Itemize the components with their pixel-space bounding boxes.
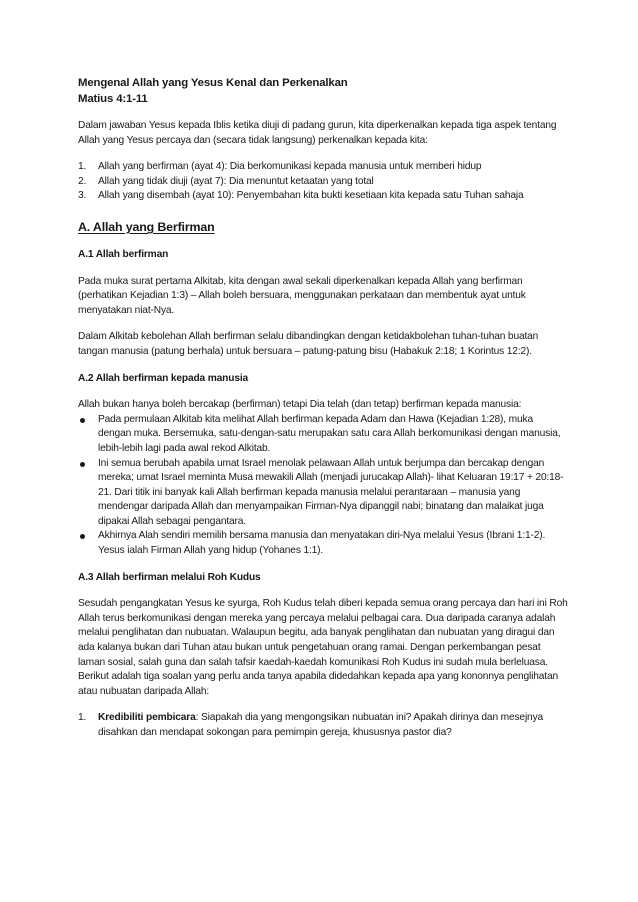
- list-number: 1.: [78, 712, 87, 724]
- document-title: Mengenal Allah yang Yesus Kenal dan Perkenalkan: [78, 77, 348, 89]
- list-item-text: Allah yang disembah (ayat 10): Penyembahan kita bukti kesetiaan kita kepada satu Tuhan sahaja: [98, 190, 524, 202]
- list-item-text: Allah yang tidak diuji (ayat 7): Dia menuntut ketaatan yang total: [98, 175, 374, 187]
- document-scripture-reference: Matius 4:1-11: [78, 93, 148, 105]
- list-item: [78, 529, 568, 558]
- list-item: [78, 457, 568, 530]
- subheading-a3: A.3 Allah berfirman melalui Roh Kudus: [78, 571, 261, 583]
- list-item: [78, 711, 568, 740]
- bullet-icon: [80, 418, 85, 423]
- subheading-a2: A.2 Allah berfirman kepada manusia: [78, 372, 249, 384]
- subheading-a1: A.1 Allah berfirman: [78, 248, 169, 260]
- paragraph: Pada muka surat pertama Alkitab, kita dengan awal sekali diperkenalkan kepada Allah yang berfirman (perhatikan Kejadian 1:3) – Allah boleh bersuara, menggunakan perkataan dan membentuk ayat untuk menyatakan niat-Nya.: [78, 275, 526, 316]
- aspects-list: [78, 160, 568, 204]
- list-number: 1.: [78, 161, 87, 173]
- paragraph: Dalam Alkitab kebolehan Allah berfirman selalu dibandingkan dengan ketidakbolehan tuhan-tuhan buatan tangan manusia (patung berhala) untuk bersuara – patung-patung bisu (Habakuk 2:18; 1 Korintus 12:2).: [78, 331, 539, 357]
- list-item: [78, 413, 568, 457]
- questions-list: [78, 711, 568, 740]
- list-number: 3.: [78, 190, 87, 202]
- bullet-icon: [80, 534, 85, 539]
- bullet-icon: [80, 462, 85, 467]
- intro-paragraph: Dalam jawaban Yesus kepada Iblis ketika diuji di padang gurun, kita diperkenalkan kepada tiga aspek tentang Allah yang Yesus percaya dan (secara tidak langsung) perkenalkan kepada kita:: [78, 120, 557, 146]
- list-item-text: Ini semua berubah apabila umat Israel menolak pelawaan Allah untuk berjumpa dan bercakap dengan mereka; umat Israel meminta Musa mewakili Allah (menjadi jurucakap Allah)- lihat Keluaran 19:17 + 20:18-21. Dari titik ini banyak kali Allah berfirman kepada manusia melalui perantaraan – manusia yang mendengar daripada Allah dan menyampaikan Firman-Nya dipanggil nabi; binatang dan malaikat juga dipakai Allah sebagai pengantara.: [98, 457, 564, 527]
- paragraph: Sesudah pengangkatan Yesus ke syurga, Roh Kudus telah diberi kepada semua orang percaya dan hari ini Roh Allah terus berkomunikasi dengan mereka yang percaya melalui pelbagai cara. Dua daripada caranya adalah melalui penglihatan dan nubuatan. Walaupun begitu, ada banyak penglihatan dan nubuatan yang diragui dan ada kalanya bukan dari Tuhan atau bukan untuk pengetahuan orang ramai. Dengan perkembangan pesat laman sosial, salah guna dan salah tafsir kaedah-kaedah komunikasi Roh Kudus ini sudah mula berleluasa. Berikut adalah tiga soalan yang perlu anda tanya apabila didedahkan kepada apa yang kononnya penglihatan atau nubuatan daripada Allah:: [78, 598, 568, 697]
- question-label: Kredibiliti pembicara: [98, 712, 196, 724]
- list-item: [78, 175, 568, 190]
- list-item-text: Pada permulaan Alkitab kita melihat Allah berfirman kepada Adam dan Hawa (Kejadian 1:28), muka dengan muka. Bersemuka, satu-dengan-satu merupakan satu cara Allah berkomunikasi dengan manusia, lebih-lebih lagi pada awal rekod Alkitab.: [98, 413, 561, 454]
- list-item-text: Akhirnya Alah sendiri memilih bersama manusia dan menyatakan diri-Nya melalui Yesus (Ibrani 1:1-2). Yesus ialah Firman Allah yang hidup (Yohanes 1:1).: [98, 530, 546, 557]
- question-text: : Siapakah dia yang mengongsikan nubuatan ini? Apakah dirinya dan mesejnya disahkan dan mendapat sokongan para pemimpin gereja, khususnya pastor dia?: [98, 712, 544, 738]
- list-item-text: Allah yang berfirman (ayat 4): Dia berkomunikasi kepada manusia untuk memberi hidup: [98, 161, 482, 173]
- section-heading-a: A. Allah yang Berfirman: [78, 219, 215, 234]
- list-item: [78, 189, 568, 204]
- paragraph: Allah bukan hanya boleh bercakap (berfirman) tetapi Dia telah (dan tetap) berfirman kepada manusia:: [78, 399, 522, 411]
- list-item: [78, 160, 568, 175]
- bullet-list: [78, 413, 568, 559]
- list-number: 2.: [78, 175, 87, 187]
